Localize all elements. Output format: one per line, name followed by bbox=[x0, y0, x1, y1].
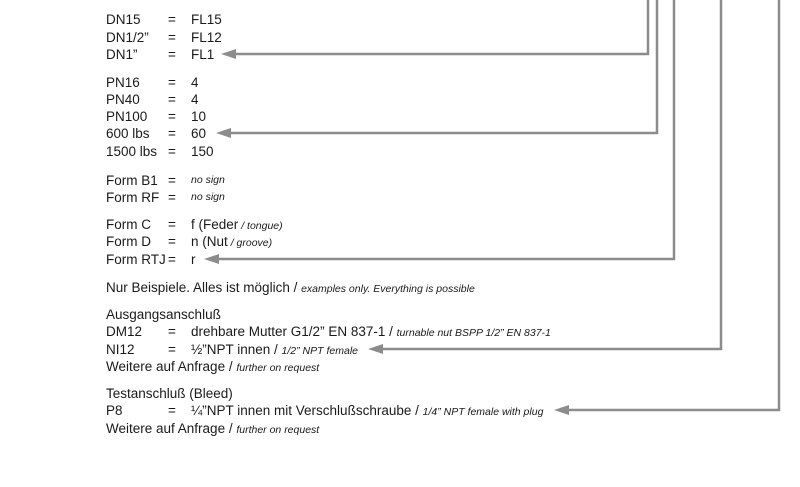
row-value: n (Nut / groove) bbox=[191, 234, 273, 249]
row-eq: = bbox=[168, 144, 176, 159]
row-key: Form B1 bbox=[106, 173, 158, 188]
row-key: PN16 bbox=[106, 75, 140, 90]
row-value: no sign bbox=[191, 191, 225, 203]
arrow-head-fl1 bbox=[221, 49, 236, 59]
row-eq: = bbox=[168, 109, 176, 124]
row-key: Form RF bbox=[106, 190, 160, 205]
arrow-head-600lbs bbox=[216, 128, 231, 138]
row-eq: = bbox=[168, 47, 176, 62]
row-key: DN1/2” bbox=[106, 30, 149, 45]
row-eq: = bbox=[168, 92, 176, 107]
bleed-title: Testanschluß (Bleed) bbox=[106, 386, 233, 401]
row-eq: = bbox=[168, 126, 176, 141]
row-eq: = bbox=[168, 190, 176, 205]
row-eq: = bbox=[168, 252, 176, 267]
row-value: 150 bbox=[191, 144, 214, 159]
row-key: PN100 bbox=[106, 109, 148, 124]
row-value: FL1 bbox=[191, 47, 215, 62]
row-value: FL12 bbox=[191, 30, 222, 45]
row-value: 60 bbox=[191, 126, 207, 141]
row-eq: = bbox=[168, 12, 176, 27]
arrow-head-rtj bbox=[204, 254, 219, 264]
row-value: no sign bbox=[191, 174, 225, 186]
arrow-head-ni12 bbox=[368, 344, 383, 354]
row-key: DN15 bbox=[106, 12, 141, 27]
row-key: DN1” bbox=[106, 47, 138, 62]
arrow-head-p8 bbox=[554, 405, 569, 415]
outlet-more: Weitere auf Anfrage / further on request bbox=[106, 359, 320, 374]
row-value: f (Feder / tongue) bbox=[191, 217, 283, 232]
bleed-more: Weitere auf Anfrage / further on request bbox=[106, 421, 320, 436]
row-value: 4 bbox=[191, 92, 199, 107]
examples-note: Nur Beispiele. Alles ist möglich / examples only. Everything is possible bbox=[106, 280, 475, 295]
outlet-title: Ausgangsanschluß bbox=[106, 307, 221, 322]
row-key: 600 lbs bbox=[106, 126, 150, 141]
row-key: Form C bbox=[106, 217, 151, 232]
row-key: PN40 bbox=[106, 92, 140, 107]
row-eq: = bbox=[168, 234, 176, 249]
row-value: 10 bbox=[191, 109, 207, 124]
row-value: 4 bbox=[191, 75, 199, 90]
row-eq: = bbox=[168, 75, 176, 90]
row-eq: = bbox=[168, 30, 176, 45]
row-value: FL15 bbox=[191, 12, 222, 27]
row-key: Form D bbox=[106, 234, 151, 249]
row-key: 1500 lbs bbox=[106, 144, 158, 159]
row-value: r bbox=[191, 252, 196, 267]
row-eq: = bbox=[168, 173, 176, 188]
row-key: Form RTJ bbox=[106, 252, 166, 267]
row-eq: = bbox=[168, 217, 176, 232]
